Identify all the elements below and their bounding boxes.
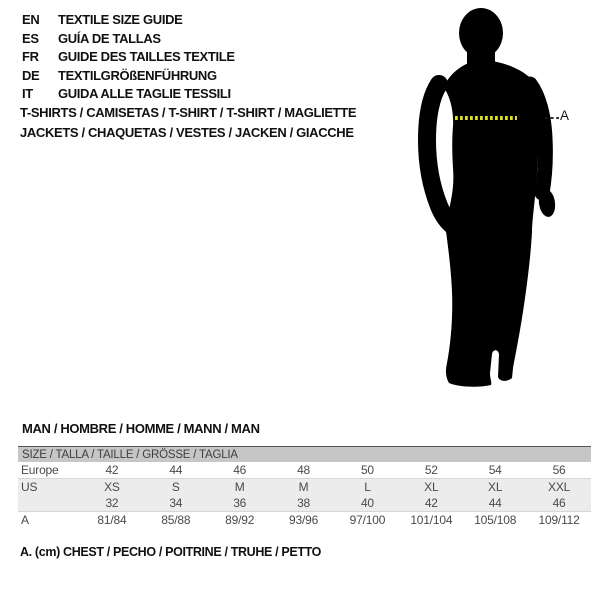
list-item — [22, 67, 235, 86]
measurement-label-a: A — [560, 108, 570, 123]
man-silhouette — [427, 8, 557, 387]
language-guide-list — [22, 11, 235, 104]
garment-categories — [20, 103, 356, 142]
table-cell: S — [171, 480, 180, 494]
table-cell: M — [298, 480, 309, 494]
table-cell: 54 — [488, 463, 502, 477]
row-label: Europe — [21, 463, 59, 477]
section-heading-man: MAN / HOMBRE / HOMME / MANN / MAN — [22, 421, 260, 436]
size-table-header-label: SIZE / TALLA / TAILLE / GRÖSSE / TAGLIA — [22, 448, 238, 461]
table-cell: 42 — [105, 463, 119, 477]
table-cell: 89/92 — [225, 513, 255, 527]
table-row-us-numeric — [18, 495, 591, 511]
man-figure — [400, 0, 600, 420]
row-label: US — [21, 480, 38, 494]
table-cell: 50 — [360, 463, 374, 477]
table-cell: 85/88 — [161, 513, 191, 527]
table-cell: XL — [488, 480, 503, 494]
table-cell: 46 — [552, 496, 566, 510]
table-cell: XS — [104, 480, 120, 494]
language-guide-title: GUÍA DE TALLAS — [58, 30, 161, 46]
table-cell: 34 — [169, 496, 183, 510]
table-cell: 97/100 — [349, 513, 386, 527]
language-code: IT — [22, 86, 33, 102]
language-code: FR — [22, 49, 39, 65]
language-code: ES — [22, 30, 39, 46]
table-cell: M — [234, 480, 245, 494]
table-cell: L — [364, 480, 371, 494]
table-cell: 38 — [297, 496, 311, 510]
row-label: A — [21, 513, 29, 527]
language-code: EN — [22, 12, 40, 27]
list-item — [22, 11, 235, 30]
table-cell: 105/108 — [474, 513, 517, 527]
measurement-footnote: A. (cm) CHEST / PECHO / POITRINE / TRUHE / PETTO — [20, 545, 322, 559]
table-cell: 93/96 — [289, 513, 319, 527]
table-cell: 46 — [233, 463, 247, 477]
table-row-europe — [18, 462, 591, 478]
table-row-chest-a — [18, 511, 591, 528]
language-guide-title: TEXTILE SIZE GUIDE — [58, 12, 183, 27]
table-cell: 32 — [105, 496, 119, 510]
table-cell: 101/104 — [410, 513, 453, 527]
language-guide-title: GUIDA ALLE TAGLIE TESSILI — [58, 86, 231, 102]
list-item — [22, 85, 235, 104]
table-cell: 109/112 — [538, 513, 580, 527]
table-cell: 48 — [297, 463, 311, 477]
table-row-us — [18, 478, 591, 495]
table-cell: 44 — [488, 496, 502, 510]
table-cell: 56 — [552, 463, 566, 477]
table-cell: 42 — [424, 496, 438, 510]
language-guide-title: TEXTILGRÖßENFÜHRUNG — [58, 67, 217, 83]
language-code: DE — [22, 67, 40, 83]
table-cell: 52 — [424, 463, 438, 477]
size-table — [18, 446, 591, 528]
list-item — [22, 30, 235, 49]
table-cell: 44 — [169, 463, 183, 477]
category-line-jackets: JACKETS / CHAQUETAS / VESTES / JACKEN / GIACCHE — [20, 124, 354, 140]
table-cell: XL — [424, 480, 439, 494]
table-cell: 36 — [233, 496, 247, 510]
man-silhouette-icon — [400, 0, 600, 420]
table-cell: XXL — [548, 480, 571, 494]
list-item — [22, 48, 235, 67]
category-line-tshirts: T-SHIRTS / CAMISETAS / T-SHIRT / T-SHIRT / MAGLIETTE — [20, 105, 357, 120]
language-guide-title: GUIDE DES TAILLES TEXTILE — [58, 49, 235, 65]
table-cell: 81/84 — [97, 513, 127, 527]
size-table-header-row — [18, 447, 591, 462]
table-cell: 40 — [360, 496, 374, 510]
